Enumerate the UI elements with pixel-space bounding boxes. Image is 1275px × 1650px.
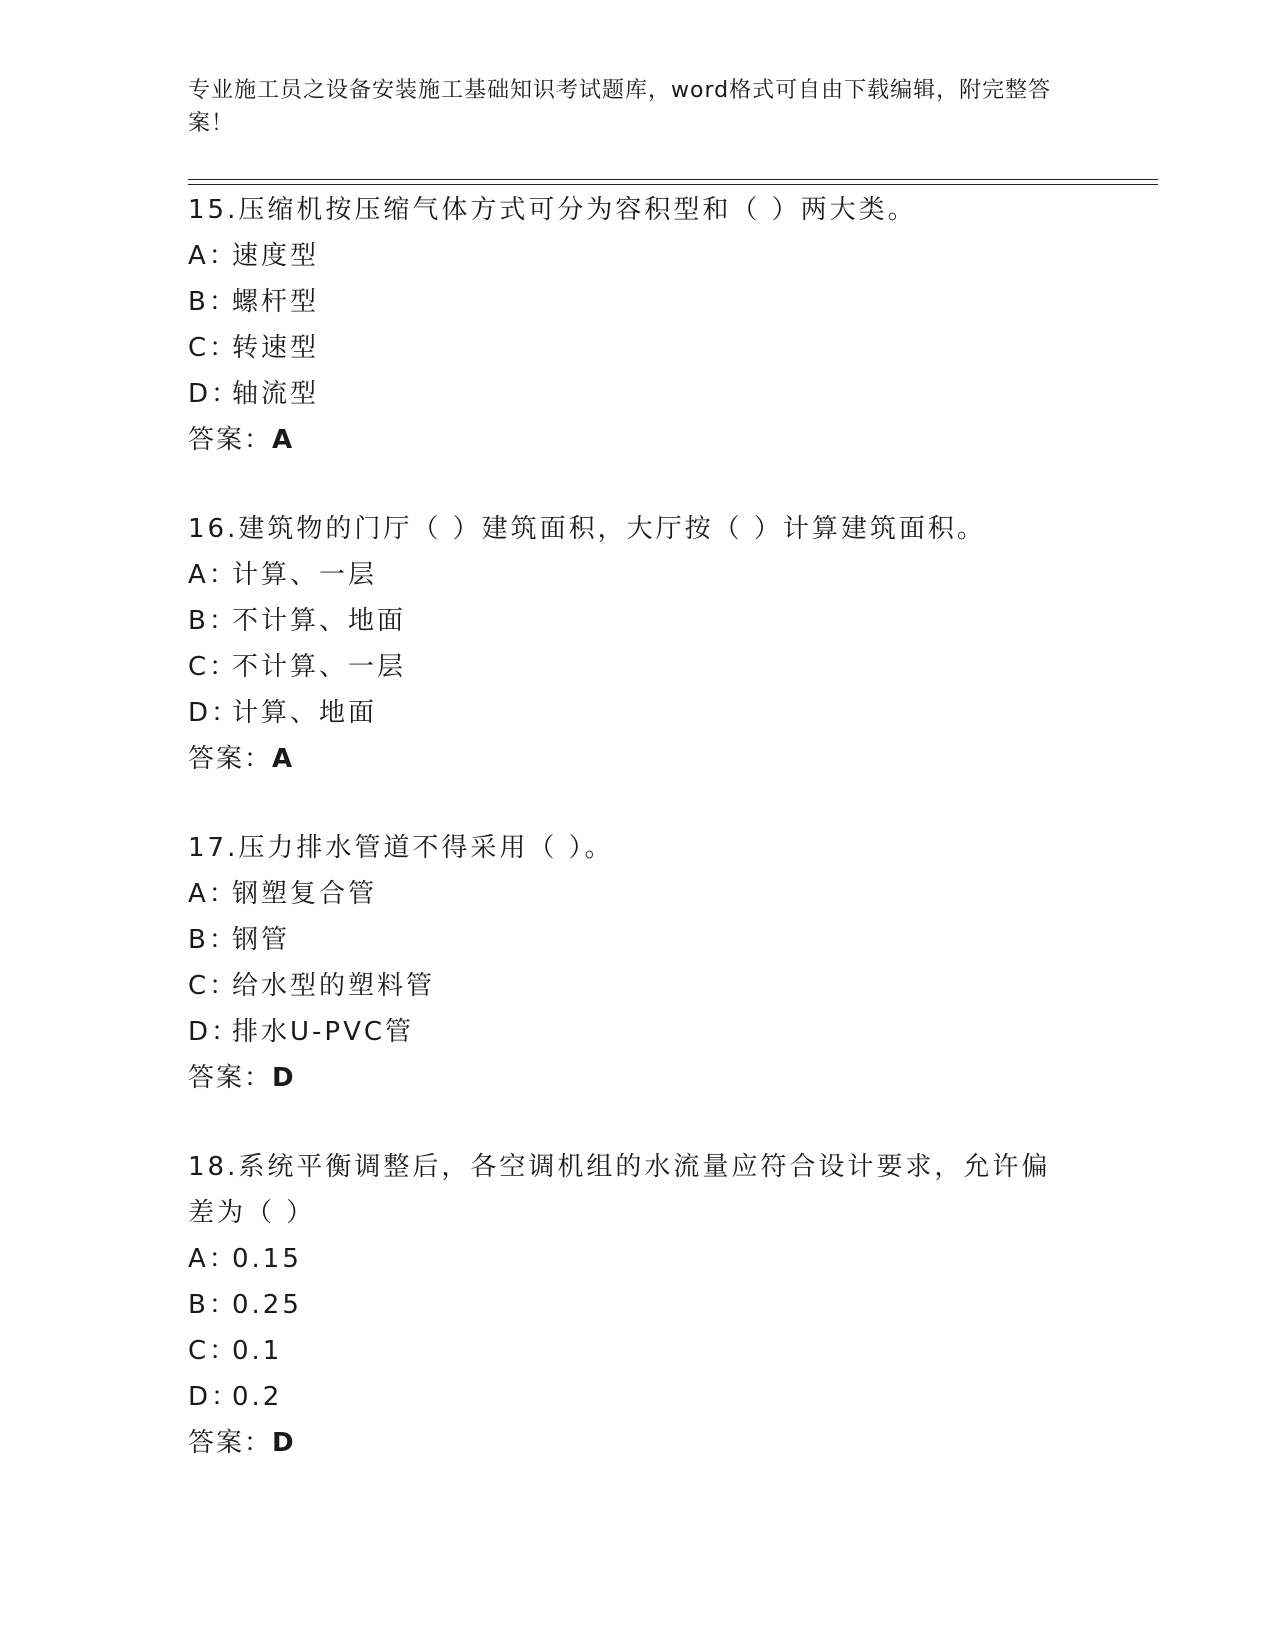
option-a bbox=[188, 871, 1088, 917]
option-text: 0.15 bbox=[232, 1244, 302, 1274]
answer-line bbox=[188, 736, 1088, 782]
header-divider-bottom bbox=[188, 184, 1158, 185]
option-b bbox=[188, 917, 1088, 963]
option-key: A： bbox=[188, 879, 238, 909]
option-d bbox=[188, 371, 1088, 417]
answer-label: 答案： bbox=[188, 425, 273, 455]
option-c bbox=[188, 644, 1088, 690]
option-d bbox=[188, 1374, 1088, 1420]
question-stem: 17.压力排水管道不得采用（ ）。 bbox=[188, 833, 614, 863]
option-c bbox=[188, 963, 1088, 1009]
option-b bbox=[188, 279, 1088, 325]
option-key: B： bbox=[188, 1290, 238, 1320]
option-text: 速度型 bbox=[232, 241, 320, 271]
option-key: A： bbox=[188, 241, 238, 271]
option-text: 不计算、地面 bbox=[232, 606, 407, 636]
option-text: 转速型 bbox=[232, 333, 320, 363]
option-b bbox=[188, 598, 1088, 644]
question-stem: 16.建筑物的门厅（ ）建筑面积，大厅按（ ）计算建筑面积。 bbox=[188, 514, 986, 544]
option-key: A： bbox=[188, 560, 238, 590]
option-text: 0.25 bbox=[232, 1290, 302, 1320]
answer-value: D bbox=[272, 1428, 296, 1458]
answer-value: A bbox=[272, 425, 295, 455]
header-divider-top bbox=[188, 179, 1158, 180]
option-b bbox=[188, 1282, 1088, 1328]
question-15 bbox=[188, 187, 1088, 463]
option-text: 给水型的塑料管 bbox=[232, 971, 436, 1001]
option-key: C： bbox=[188, 971, 239, 1001]
question-16 bbox=[188, 506, 1088, 782]
option-d bbox=[188, 690, 1088, 736]
answer-value: A bbox=[272, 744, 295, 774]
answer-line bbox=[188, 1055, 1088, 1101]
answer-label: 答案： bbox=[188, 1063, 273, 1093]
option-text: 0.1 bbox=[232, 1336, 283, 1366]
answer-label: 答案： bbox=[188, 744, 273, 774]
option-key: D： bbox=[188, 1382, 241, 1412]
option-key: C： bbox=[188, 1336, 239, 1366]
option-text: 排水U-PVC管 bbox=[232, 1017, 415, 1047]
option-c bbox=[188, 1328, 1088, 1374]
option-key: D： bbox=[188, 1017, 241, 1047]
option-text: 钢管 bbox=[232, 925, 291, 955]
option-text: 轴流型 bbox=[232, 379, 320, 409]
option-key: B： bbox=[188, 287, 238, 317]
option-c bbox=[188, 325, 1088, 371]
answer-label: 答案： bbox=[188, 1428, 273, 1458]
option-text: 不计算、一层 bbox=[232, 652, 407, 682]
option-key: B： bbox=[188, 606, 238, 636]
option-text: 0.2 bbox=[232, 1382, 283, 1412]
question-stem: 18.系统平衡调整后，各空调机组的水流量应符合设计要求，允许偏差为（ ） bbox=[188, 1152, 1051, 1228]
option-a bbox=[188, 552, 1088, 598]
answer-line bbox=[188, 1420, 1088, 1466]
option-text: 计算、一层 bbox=[232, 560, 378, 590]
option-a bbox=[188, 233, 1088, 279]
answer-line bbox=[188, 417, 1088, 463]
question-stem: 15.压缩机按压缩气体方式可分为容积型和（ ）两大类。 bbox=[188, 195, 917, 225]
question-18 bbox=[188, 1144, 1088, 1466]
option-key: D： bbox=[188, 379, 241, 409]
option-d bbox=[188, 1009, 1088, 1055]
question-17 bbox=[188, 825, 1088, 1101]
option-text: 螺杆型 bbox=[232, 287, 320, 317]
option-a bbox=[188, 1236, 1088, 1282]
answer-value: D bbox=[272, 1063, 296, 1093]
option-text: 计算、地面 bbox=[232, 698, 378, 728]
option-key: C： bbox=[188, 652, 239, 682]
option-key: A： bbox=[188, 1244, 238, 1274]
option-key: C： bbox=[188, 333, 239, 363]
option-key: D： bbox=[188, 698, 241, 728]
option-key: B： bbox=[188, 925, 238, 955]
option-text: 钢塑复合管 bbox=[232, 879, 378, 909]
document-header: 专业施工员之设备安装施工基础知识考试题库，word格式可自由下载编辑，附完整答案！ bbox=[188, 78, 1052, 136]
